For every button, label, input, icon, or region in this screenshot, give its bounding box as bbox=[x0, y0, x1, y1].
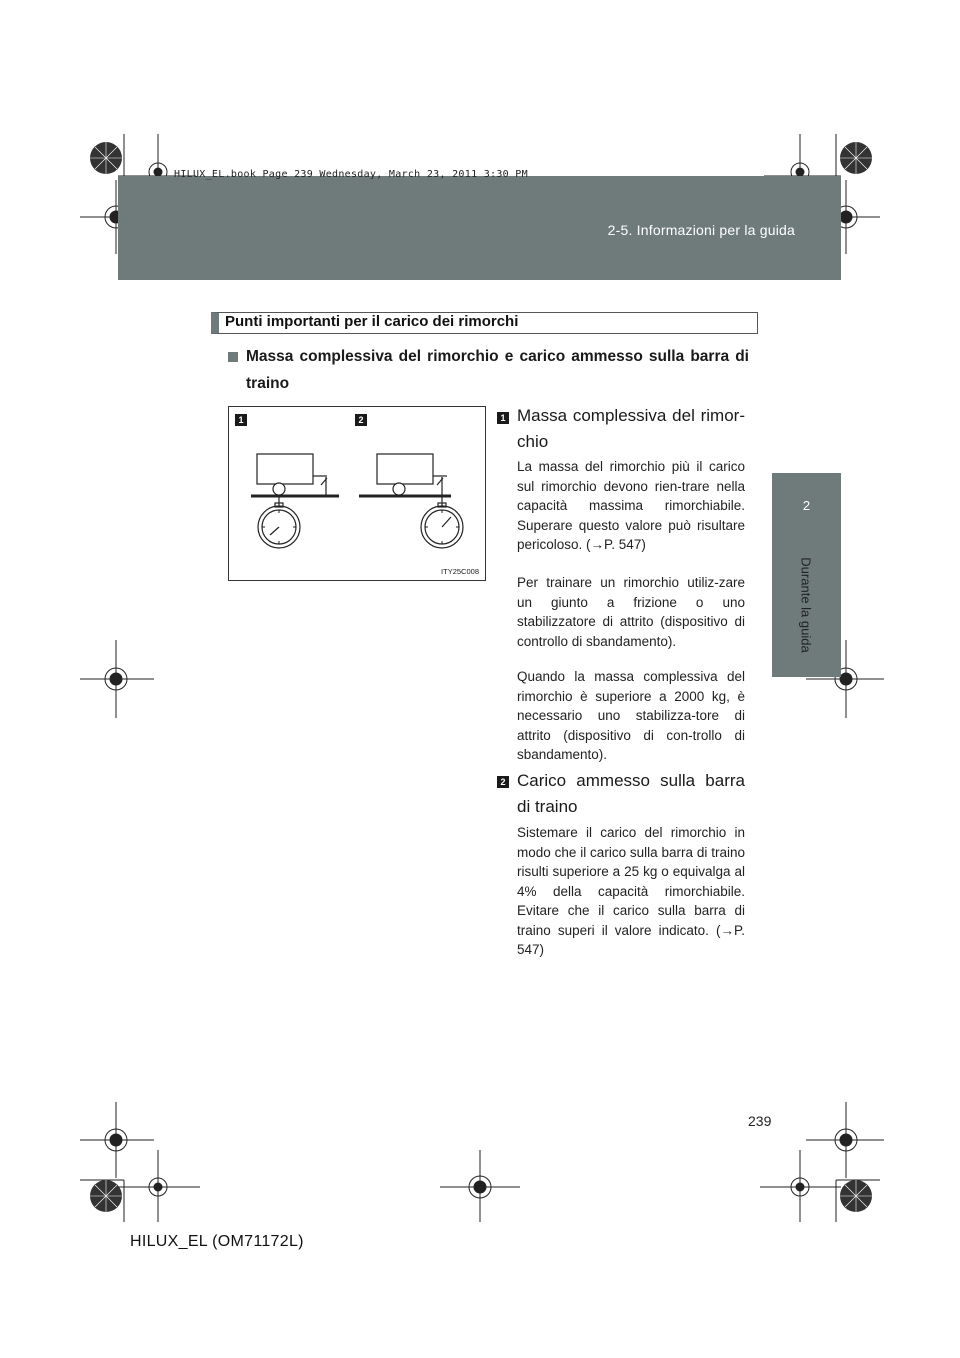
item-1-paragraph-1: La massa del rimorchio più il carico sul rimorchio devono rien-trare nella capacità massima rimorchiabile. Superare questo valore può risultare pericoloso. (→P. 547) bbox=[517, 459, 745, 552]
page-number: 239 bbox=[748, 1113, 772, 1129]
footer-document-id: HILUX_EL (OM71172L) bbox=[130, 1233, 304, 1250]
figure-badge-1: 1 bbox=[235, 414, 247, 426]
item-badge-2: 2 bbox=[497, 776, 509, 788]
subheading: Massa complessiva del rimorchio e carico ammesso sulla barra di traino bbox=[246, 348, 749, 392]
square-bullet-icon bbox=[228, 352, 238, 362]
chapter-number: 2 bbox=[802, 498, 811, 513]
item-title-1: Massa complessiva del rimor-chio bbox=[517, 406, 745, 451]
item-title-2: Carico ammesso sulla barra di traino bbox=[517, 771, 745, 816]
item-2-paragraph-1: Sistemare il carico del rimorchio in modo che il carico sulla barra di traino risulti superiore a 25 kg o equivalga al 4% della capacità rimorchiabile. Evitare che il carico sulla barra di traino superi il valore indicato. (→P. 547) bbox=[517, 825, 745, 957]
figure-code: ITY25C008 bbox=[441, 567, 479, 576]
section-heading: Punti importanti per il carico dei rimorchi bbox=[225, 313, 519, 330]
chapter-label: Durante la guida bbox=[798, 557, 814, 653]
figure-badge-2: 2 bbox=[355, 414, 367, 426]
item-1-paragraph-3: Quando la massa complessiva del rimorchio è superiore a 2000 kg, è necessario uno stabilizza-tore di attrito (dispositivo di con-trollo di sbandamento). bbox=[517, 669, 745, 762]
print-stamp: HILUX_EL.book Page 239 Wednesday, March 23, 2011 3:30 PM bbox=[174, 169, 528, 180]
item-1-paragraph-2: Per trainare un rimorchio utiliz-zare un giunto a frizione o uno stabilizzatore di attrito (dispositivo di controllo di sbandamento). bbox=[517, 575, 745, 649]
scale-diagram bbox=[229, 407, 485, 580]
trailer-load-illustration bbox=[228, 406, 486, 581]
item-badge-1: 1 bbox=[497, 412, 509, 424]
section-title: 2-5. Informazioni per la guida bbox=[607, 222, 795, 238]
